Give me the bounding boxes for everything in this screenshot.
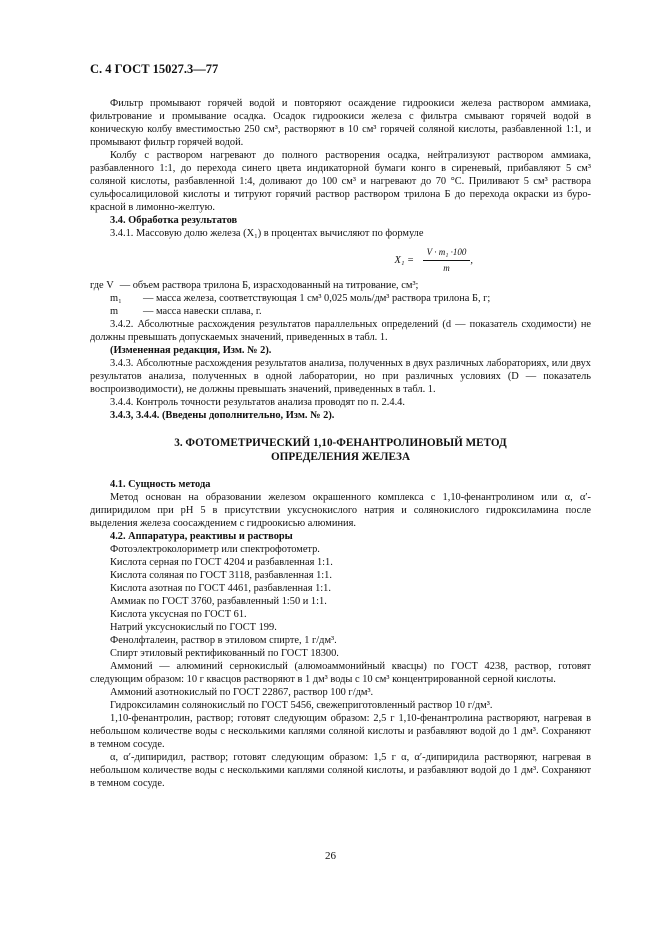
- addition-note: 3.4.3, 3.4.4. (Введены дополнительно, Изм. № 2).: [110, 410, 335, 421]
- paragraph-3-4-3: 3.4.3. Абсолютные расхождения результатов анализа, полученных в двух различных лабораториях, или двух результатов анализа, полученных в одной лаборатории, но при различных условиях (D — показатель воспроизводимости), не должны превышать значений, приведенных в табл. 1.: [90, 358, 591, 395]
- paragraph-4-1: Метод основан на образовании железом окрашенного комплекса с 1,10-фенантролином или α, α′-дипиридилом при рН 5 в присутствии уксуснокислого натрия и солянокислого гидроксиламина после выделения железа соосаждением с гидроокисью алюминия.: [90, 492, 591, 529]
- formula-lhs: X₁ =: [394, 254, 415, 266]
- page-header: С. 4 ГОСТ 15027.3—77: [90, 62, 219, 76]
- list-item: Кислота соляная по ГОСТ 3118, разбавленная 1:1.: [110, 570, 332, 581]
- list-item: Фенолфталеин, раствор в этиловом спирте, 1 г/дм³.: [110, 635, 337, 646]
- list-item: Спирт этиловый ректификованный по ГОСТ 18300.: [110, 648, 339, 659]
- list-item: Кислота уксусная по ГОСТ 61.: [110, 609, 247, 620]
- formula-legend: [90, 279, 591, 318]
- list-item: Аммоний — алюминий сернокислый (алюмоаммонийный квасцы) по ГОСТ 4238, раствор, готовят следующим образом: 10 г квасцов растворяют в 1 дм³ воды с 10 см³ концентрированной серной кислоты.: [90, 661, 591, 685]
- paragraph-flask: Колбу с раствором нагревают до полного растворения осадка, нейтрализуют раствором аммиака, разбавленного 1:1, до перехода синего цвета индикаторной бумаги конго в сиреневый, прибавляют 5 см³ соляной кислоты, разбавленной 1:4, доливают до 100 см³ и нагревают до 70 °С. Приливают 5 см³ раствора сульфосалициловой кислоты и титруют горячий раствор раствором трилона Б до перехода окраски из буро-красной в лимонно-желтую.: [90, 150, 591, 213]
- formula-denominator: m: [443, 263, 450, 273]
- page-number: 26: [325, 850, 336, 862]
- page-content: [90, 97, 591, 790]
- legend-symbol: m: [110, 306, 119, 317]
- list-item: Гидроксиламин солянокислый по ГОСТ 5456, свежеприготовленный раствор 10 г/дм³.: [110, 700, 493, 711]
- section-title-line-1: 3. ФОТОМЕТРИЧЕСКИЙ 1,10-ФЕНАНТРОЛИНОВЫЙ МЕТОД: [174, 437, 507, 449]
- formula-tail: ,: [470, 254, 473, 266]
- list-item: Кислота азотная по ГОСТ 4461, разбавленная 1:1.: [110, 583, 331, 594]
- paragraph-filter: Фильтр промывают горячей водой и повторяют осаждение гидроокиси железа раствором аммиака, фильтрование и промывание осадка. Осадок гидроокиси железа с фильтра смывают горячей водой в коническую колбу вместимостью 250 см³, растворяют в 10 см³ горячей соляной кислоты, разбавленной 1:1, и промывают фильтр горячей водой.: [90, 98, 591, 148]
- legend-line: [90, 292, 591, 305]
- list-item: Фотоэлектроколориметр или спектрофотометр.: [110, 544, 320, 555]
- formula-numerator: V · m₁ ·100: [423, 246, 471, 261]
- list-item: Натрий уксуснокислый по ГОСТ 199.: [110, 622, 277, 633]
- heading-4-2: 4.2. Аппаратура, реактивы и растворы: [110, 531, 293, 542]
- legend-symbol: где V: [90, 280, 114, 291]
- list-item: α, α′-дипиридил, раствор; готовят следующим образом: 1,5 г α, α′-дипиридила растворяют, нагревая в небольшом количестве воды с несколькими каплями соляной кислоты, и разбавляют водой до 1 дм³. Сохраняют в темном сосуде.: [90, 752, 591, 789]
- list-item: 1,10-фенантролин, раствор; готовят следующим образом: 2,5 г 1,10-фенантролина растворяют, нагревая в небольшом количестве воды с несколькими каплями соляной кислоты и разбавляют водой до 1 дм³. Сохраняют в темном сосуде.: [90, 713, 591, 750]
- legend-text: — масса железа, соответствующая 1 см³ 0,025 моль/дм³ раствора трилона Б, г;: [143, 293, 491, 304]
- list-item: Кислота серная по ГОСТ 4204 и разбавленная 1:1.: [110, 557, 333, 568]
- paragraph-3-4-1: 3.4.1. Массовую долю железа (X₁) в процентах вычисляют по формуле: [110, 228, 424, 239]
- legend-text: — масса навески сплава, г.: [143, 306, 262, 317]
- legend-text: — объем раствора трилона Б, израсходованный на титрование, см³;: [119, 280, 419, 291]
- paragraph-3-4-2: 3.4.2. Абсолютные расхождения результатов параллельных определений (d — показатель сходимости) не должны превышать допускаемых значений, приведенных в табл. 1.: [90, 319, 591, 343]
- formula-x1: [90, 246, 591, 275]
- section-title: [90, 436, 591, 464]
- section-title-line-2: ОПРЕДЕЛЕНИЯ ЖЕЛЕЗА: [270, 451, 411, 463]
- legend-line: [90, 279, 591, 292]
- legend-symbol: m₁: [110, 293, 122, 304]
- amendment-note: (Измененная редакция, Изм. № 2).: [110, 345, 272, 356]
- paragraph-3-4-4: 3.4.4. Контроль точности результатов анализа проводят по п. 2.4.4.: [110, 397, 405, 408]
- heading-3-4: 3.4. Обработка результатов: [110, 215, 238, 226]
- heading-4-1: 4.1. Сущность метода: [110, 479, 211, 490]
- list-item: Аммоний азотнокислый по ГОСТ 22867, раствор 100 г/дм³.: [110, 687, 374, 698]
- legend-line: [90, 305, 591, 318]
- formula-fraction: [423, 246, 471, 275]
- list-item: Аммиак по ГОСТ 3760, разбавленный 1:50 и 1:1.: [110, 596, 327, 607]
